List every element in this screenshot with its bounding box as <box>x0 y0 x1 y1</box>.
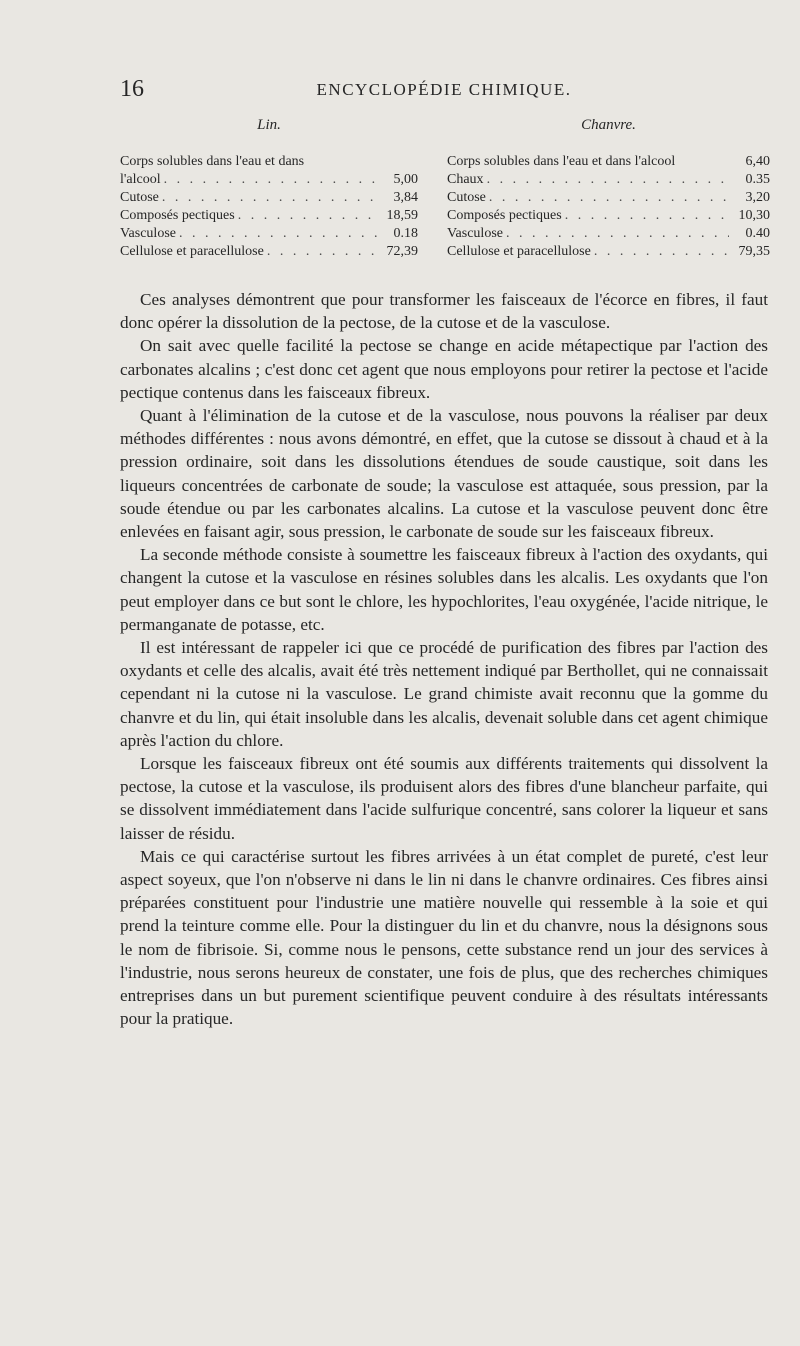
row-label: Chaux <box>447 172 484 187</box>
table-row <box>120 153 418 171</box>
leader-dots <box>164 171 377 189</box>
row-value: 0.40 <box>745 226 770 241</box>
running-title: ENCYCLOPÉDIE CHIMIQUE. <box>316 80 572 99</box>
table-lin-title: Lin. <box>257 117 281 133</box>
paragraph: Quant à l'élimination de la cutose et de la vasculose, nous pouvons la réaliser par deux méthodes différentes : nous avons démontré, en effet, que la cutose se dissout à chaud et à la pression ordinaire, soit dans les dissolutions étendues de soude caustique, soit dans les liqueurs concentrées de carbonate de soude; la vasculose est attaquée, sous pression, par la soude étendue ou par les carbonates alcalins. La cutose et la vasculose peuvent donc être enlevées en faisant agir, sous pression, le carbonate de soude sur les faisceaux fibreux. <box>120 406 768 542</box>
paragraph: On sait avec quelle facilité la pectose se change en acide métapectique par l'action des carbonates alcalins ; c'est donc cet agent que nous employons pour retirer la pectose et l'acide pectique contenus dans les faisceaux fibreux. <box>120 336 768 402</box>
table-chanvre-title: Chanvre. <box>581 117 636 133</box>
leader-dots <box>506 225 729 243</box>
paragraph: Il est intéressant de rappeler ici que ce procédé de purification des fibres par l'action des oxydants et celle des alcalis, avait été très nettement indiqué par Berthollet, qui ne connaissait cependant ni la cutose ni la vasculose. Le grand chimiste avait reconnu que la gomme du chanvre et du lin, qui était insoluble dans les alcalis, devenait soluble dans cet agent chimique après l'action du chlore. <box>120 638 768 750</box>
paragraph: Mais ce qui caractérise surtout les fibres arrivées à un état complet de pureté, c'est leur aspect soyeux, que l'on n'observe ni dans le lin ni dans le chanvre ordinaires. Ces fibres ainsi préparées constituent pour l'industrie une matière nouvelle qui ressemble à la soie et qui prend la teinture comme elle. Pour la distinguer du lin et du chanvre, nous la désignons sous le nom de fibrisoie. Si, comme nous le pensons, cette substance rend un jour des services à l'industrie, nous serons heureux de constater, une fois de plus, que des recherches chimiques entreprises dans un but purement scientifique peuvent conduire à des résultats intéressants pour la pratique. <box>120 846 768 1029</box>
table-row <box>120 171 418 189</box>
row-value: 18,59 <box>386 208 418 223</box>
row-value: 72,39 <box>386 244 418 259</box>
row-label: Vasculose <box>447 226 503 241</box>
table-row <box>447 153 770 171</box>
row-value: 0.35 <box>745 172 770 187</box>
leader-dots <box>489 189 729 207</box>
row-label: Corps solubles dans l'eau et dans l'alcool <box>447 154 676 169</box>
table-chanvre <box>447 115 770 261</box>
leader-dots <box>162 189 377 207</box>
row-label: Composés pectiques <box>120 208 235 223</box>
table-row <box>447 189 770 207</box>
table-row <box>447 225 770 243</box>
page-number: 16 <box>120 76 144 102</box>
row-label: Vasculose <box>120 226 176 241</box>
row-value: 5,00 <box>393 172 418 187</box>
table-row <box>447 171 770 189</box>
leader-dots <box>267 243 377 261</box>
composition-tables <box>120 115 770 273</box>
page-header <box>120 76 768 102</box>
row-label: Cutose <box>120 190 159 205</box>
row-label: Corps solubles dans l'eau et dans <box>120 154 305 169</box>
paragraph: Lorsque les faisceaux fibreux ont été soumis aux différents traitements qui dissolvent la pectose, la cutose et la vasculose, ils produisent alors des fibres d'une blancheur parfaite, qui se dissolvent immédiatement dans l'acide sulfurique concentré, sans colorer la liqueur et sans laisser de résidu. <box>120 754 768 843</box>
row-value: 10,30 <box>738 208 770 223</box>
table-row <box>120 189 418 207</box>
table-lin <box>120 115 418 261</box>
row-label: Cellulose et paracellulose <box>120 244 264 259</box>
leader-dots <box>594 243 729 261</box>
leader-dots <box>487 171 729 189</box>
row-value: 3,20 <box>745 190 770 205</box>
table-row <box>120 225 418 243</box>
leader-dots <box>179 225 377 243</box>
row-label: Composés pectiques <box>447 208 562 223</box>
table-row <box>120 243 418 261</box>
paragraph: Ces analyses démontrent que pour transformer les faisceaux de l'écorce en fibres, il faut donc opérer la dissolution de la pectose, de la cutose et de la vasculose. <box>120 290 768 333</box>
leader-dots <box>565 207 729 225</box>
table-row <box>447 207 770 225</box>
paragraph: La seconde méthode consiste à soumettre les faisceaux fibreux à l'action des oxydants, qui changent la cutose et la vasculose en résines solubles dans les alcalis. Les oxydants que l'on peut employer dans ce but sont le chlore, les hypochlorites, l'eau oxygénée, l'acide nitrique, le permanganate de potasse, etc. <box>120 545 768 634</box>
row-value: 79,35 <box>738 244 770 259</box>
row-value: 6,40 <box>745 154 770 169</box>
table-row <box>120 207 418 225</box>
leader-dots <box>238 207 377 225</box>
body-text <box>120 288 768 1031</box>
row-value: 3,84 <box>393 190 418 205</box>
row-label: Cellulose et paracellulose <box>447 244 591 259</box>
row-value: 0.18 <box>393 226 418 241</box>
table-row <box>447 243 770 261</box>
row-label: Cutose <box>447 190 486 205</box>
row-label: l'alcool <box>120 172 161 187</box>
